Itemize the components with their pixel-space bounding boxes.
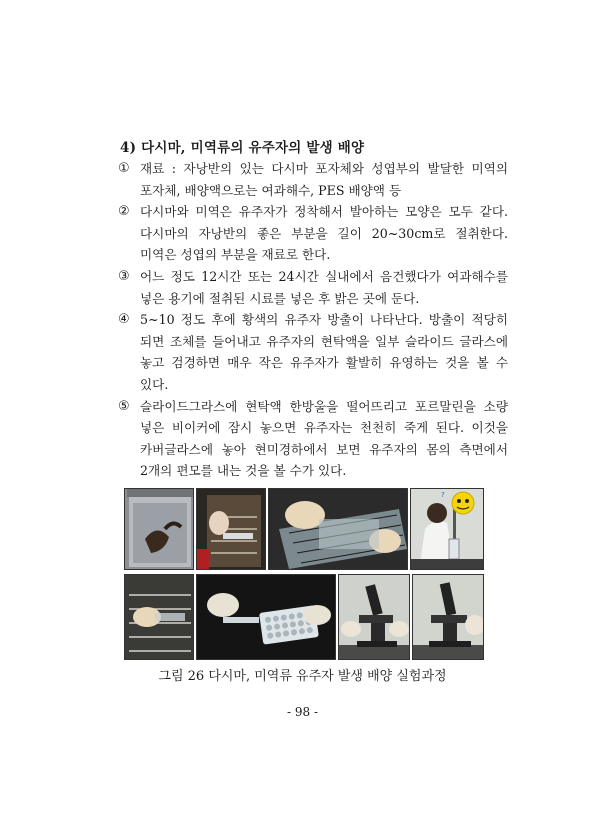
svg-text:?: ? <box>441 491 445 499</box>
item-text: 5~10 정도 후에 황색의 유주자 방출이 나타난다. 방출이 적당히 되면 조체를 들어내고 유주자의 현탁액을 일부 슬라이드 글라스에 놓고 검경하면 매우 작은 유주자가 활발히 유영하는 것을 볼 수 있다. <box>140 312 508 392</box>
item-text: 다시마와 미역은 유주자가 정착해서 발아하는 모양은 모두 같다. 다시마의 자낭반의 좋은 부분을 길이 20~30cm로 절취한다. 미역은 성엽의 부분을 재료로 한다. <box>140 204 508 263</box>
photo-collage <box>124 488 484 660</box>
list-item <box>118 201 508 266</box>
microscope-photo-2 <box>412 574 484 660</box>
list-item <box>118 309 508 395</box>
item-marker: ② <box>118 204 130 220</box>
rack-shelves-photo <box>124 574 194 660</box>
section-heading: 4) 다시마, 미역류의 유주자의 발생 배양 <box>120 140 365 156</box>
item-text: 슬라이드그라스에 현탁액 한방울을 떨어뜨리고 포르말린을 소량 넣은 비이커에 잠시 놓으면 유주자는 천천히 죽게 된다. 이것을 카버글라스에 놓아 현미경하에서 보면 유주자의 몸의 측면에서 2개의 편모를 내는 것을 볼 수가 있다. <box>140 398 508 479</box>
list-item <box>118 158 508 201</box>
item-text: 재료 : 자낭반의 있는 다시마 포자체와 성엽부의 발달한 미역의 포자체, 배양액으로는 여과해수, PES 배양액 등 <box>140 161 508 198</box>
item-marker: ④ <box>118 312 130 328</box>
sink-with-kelp-photo <box>124 488 194 570</box>
list-item <box>118 266 508 309</box>
item-marker: ① <box>118 161 130 176</box>
slide-well-plate-photo <box>196 574 336 660</box>
item-marker: ③ <box>118 268 130 284</box>
page-number: - 98 - <box>286 705 318 719</box>
item-text: 어느 정도 12시간 또는 24시간 실내에서 음건했다가 여과해수를 넣은 용기에 절취된 시료를 넣은 후 밝은 곳에 둔다. <box>140 268 508 306</box>
microscope-photo-1 <box>338 574 410 660</box>
procedure-list <box>118 158 508 482</box>
figure-caption: 그림 26 다시마, 미역류 유주자 발생 배양 실험과정 <box>158 669 447 684</box>
list-item <box>118 396 508 482</box>
gloved-hands-tray-photo <box>268 488 408 570</box>
incubator-rack-photo <box>196 488 266 570</box>
scientist-pipette-photo <box>410 488 484 570</box>
item-marker: ⑤ <box>118 398 130 414</box>
